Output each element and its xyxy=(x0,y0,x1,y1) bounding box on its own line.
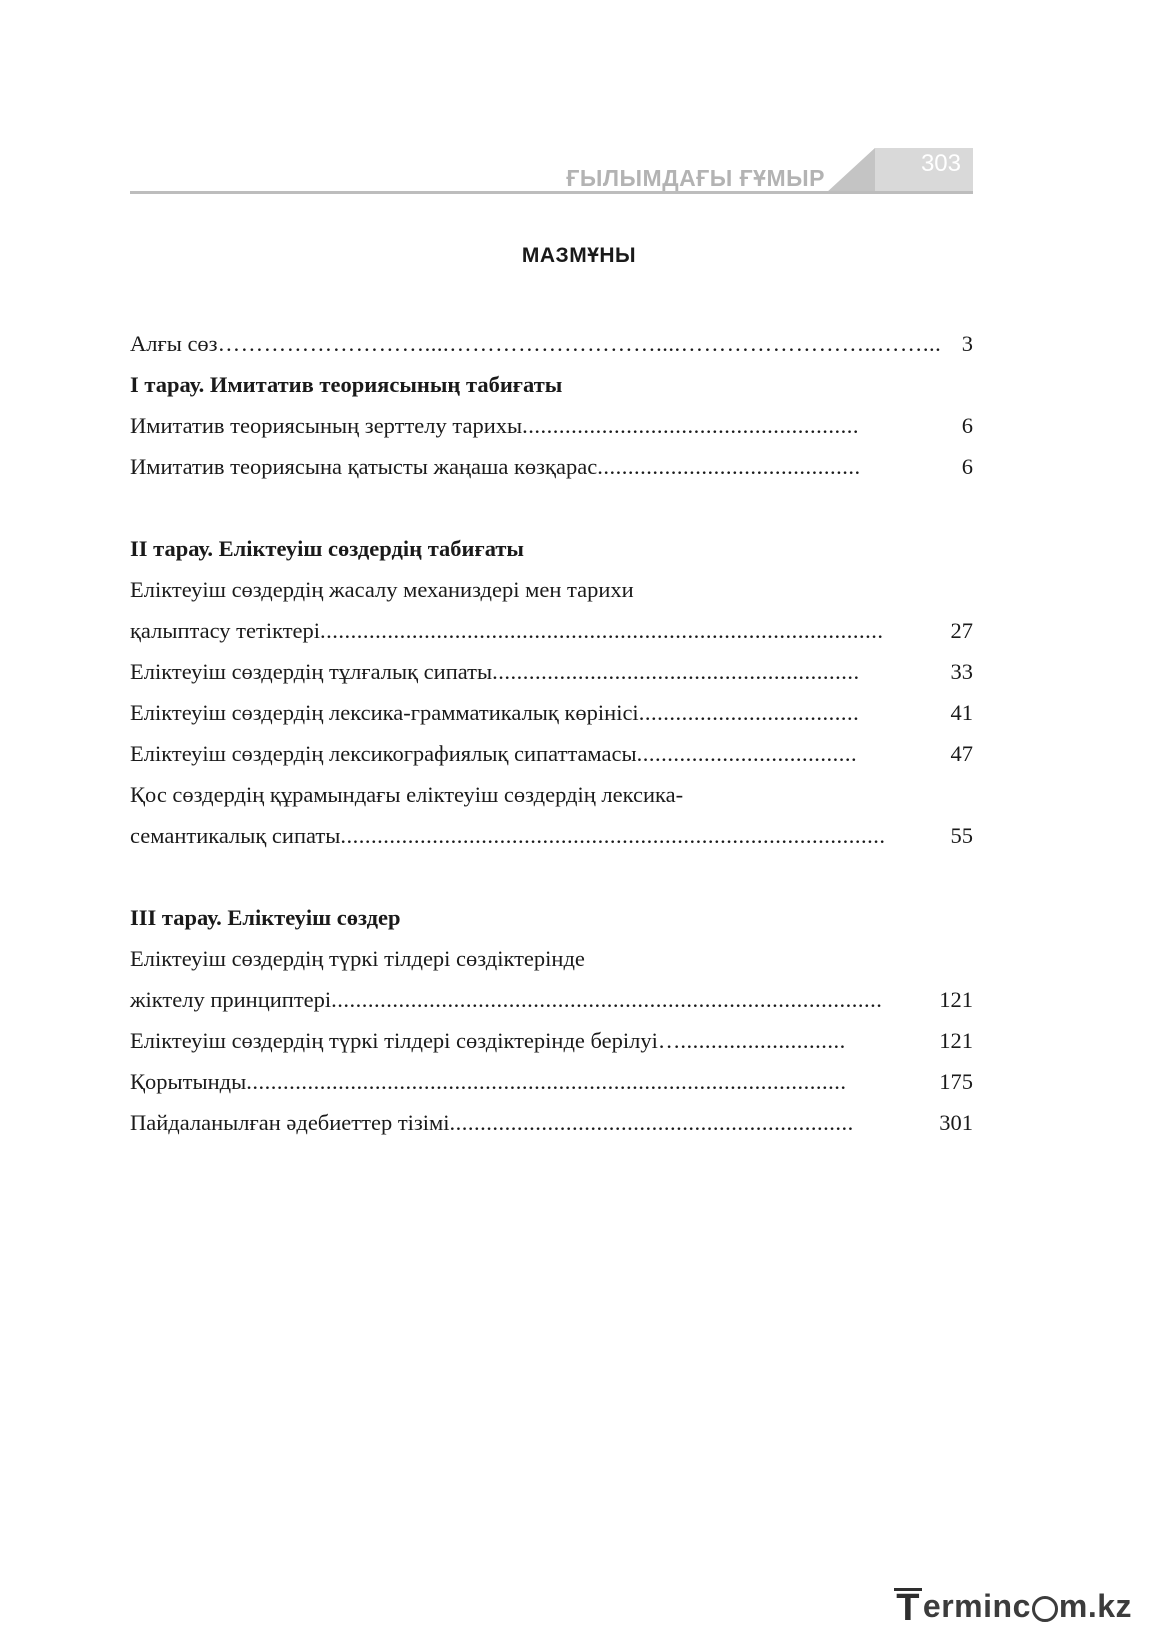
toc-entry-text: Еліктеуіш сөздердің түркі тілдері сөздіктерінде xyxy=(130,946,585,971)
toc-leader-dots: ........................... xyxy=(680,1028,846,1053)
toc-entry-text: Еліктеуіш сөздердің лексикографиялық сипаттамасы xyxy=(130,741,637,766)
toc-leader-dots: ………………………....………………………....……………………..……... xyxy=(217,331,942,356)
toc-entry[interactable] xyxy=(130,569,973,610)
toc-entry[interactable] xyxy=(130,610,973,651)
toc-page-number: 55 xyxy=(950,823,973,848)
header-title: ҒЫЛЫМДАҒЫ ҒҰМЫР xyxy=(566,165,825,191)
toc-chapter-3[interactable] xyxy=(130,897,973,938)
section-gap xyxy=(130,856,973,897)
toc-entry-text: Пайдаланылған әдебиеттер тізімі xyxy=(130,1110,450,1135)
header-rule xyxy=(130,191,973,194)
section-gap xyxy=(130,487,973,528)
toc-entry-foreword[interactable] xyxy=(130,323,973,364)
toc-entry-text: Еліктеуіш сөздердің жасалу механиздері мен тарихи xyxy=(130,577,634,602)
toc-entry[interactable] xyxy=(130,774,973,815)
site-watermark-logo xyxy=(894,1587,1132,1629)
magnifier-icon xyxy=(1032,1596,1058,1622)
watermark-text: c xyxy=(1012,1588,1031,1624)
toc-leader-dots: ....................................................... xyxy=(522,413,860,438)
toc-entry-conclusion[interactable] xyxy=(130,1061,973,1102)
toc-entry-text: Қос сөздердің құрамындағы еліктеуіш сөздердің лексика- xyxy=(130,782,684,807)
toc-entry[interactable] xyxy=(130,405,973,446)
toc-entry[interactable] xyxy=(130,938,973,979)
toc-entry-text: Имитатив теориясына қатысты жаңаша көзқарас xyxy=(130,454,598,479)
toc-chapter-title: III тарау. Еліктеуіш сөздер xyxy=(130,905,401,930)
toc-leader-dots: .................................................................................................. xyxy=(246,1069,847,1094)
toc-page-number: 301 xyxy=(939,1110,973,1135)
watermark-t-letter: T xyxy=(896,1587,920,1629)
toc-leader-dots: .......................................................................................... xyxy=(331,987,883,1012)
toc-entry[interactable] xyxy=(130,692,973,733)
toc-entry[interactable] xyxy=(130,733,973,774)
toc-entry-text: Имитатив теориясының зерттелу тарихы xyxy=(130,413,523,438)
toc-entry-text: жіктелу принциптері xyxy=(130,987,332,1012)
toc-chapter-2[interactable] xyxy=(130,528,973,569)
toc-entry-text: қалыптасу тетіктері xyxy=(130,618,321,643)
toc-entry-text: Еліктеуіш сөздердің түркі тілдері сөздіктерінде берілуі… xyxy=(130,1028,681,1053)
toc-leader-dots: ......................................................................................... xyxy=(340,823,886,848)
toc-entry[interactable] xyxy=(130,979,973,1020)
toc-title: МАЗМҰНЫ xyxy=(521,244,637,267)
toc-entry[interactable] xyxy=(130,651,973,692)
toc-leader-dots: ............................................................................................ xyxy=(320,618,884,643)
toc-page-number: 6 xyxy=(961,454,973,479)
toc-entry-text: семантикалық сипаты xyxy=(130,823,341,848)
toc-entry[interactable] xyxy=(130,1020,973,1061)
toc-chapter-1[interactable] xyxy=(130,364,973,405)
watermark-text: m.kz xyxy=(1058,1588,1132,1624)
toc-entry-bibliography[interactable] xyxy=(130,1102,973,1143)
toc-entry[interactable] xyxy=(130,815,973,856)
toc-leader-dots: .................................... xyxy=(636,741,858,766)
toc-chapter-title: II тарау. Еліктеуіш сөздердің табиғаты xyxy=(130,536,525,561)
page-number: 303 xyxy=(920,150,961,177)
watermark-text: ermin xyxy=(922,1588,1013,1624)
toc-leader-dots: ............................................................ xyxy=(492,659,860,684)
toc-page-number: 6 xyxy=(961,413,973,438)
toc-page-number: 121 xyxy=(939,987,973,1012)
toc-entry-text: Еліктеуіш сөздердің лексика-грамматикалық көрінісі xyxy=(130,700,639,725)
toc-entry[interactable] xyxy=(130,446,973,487)
toc-entry-text: Қорытынды xyxy=(130,1069,247,1094)
toc-page-number: 121 xyxy=(939,1028,973,1053)
toc-leader-dots: .................................................................. xyxy=(449,1110,854,1135)
table-of-contents xyxy=(130,323,973,1143)
toc-page-number: 33 xyxy=(950,659,973,684)
toc-page-number: 41 xyxy=(950,700,973,725)
toc-page-number: 27 xyxy=(950,618,973,643)
running-header xyxy=(130,146,973,194)
toc-leader-dots: .................................... xyxy=(638,700,860,725)
toc-page-number: 3 xyxy=(961,331,973,356)
toc-page-number: 47 xyxy=(950,741,973,766)
toc-entry-text: Алғы сөз xyxy=(130,331,218,356)
toc-page-number: 175 xyxy=(939,1069,973,1094)
toc-entry-text: Еліктеуіш сөздердің тұлғалық сипаты xyxy=(130,659,493,684)
toc-chapter-title: I тарау. Имитатив теориясының табиғаты xyxy=(130,372,563,397)
toc-leader-dots: ........................................... xyxy=(597,454,861,479)
